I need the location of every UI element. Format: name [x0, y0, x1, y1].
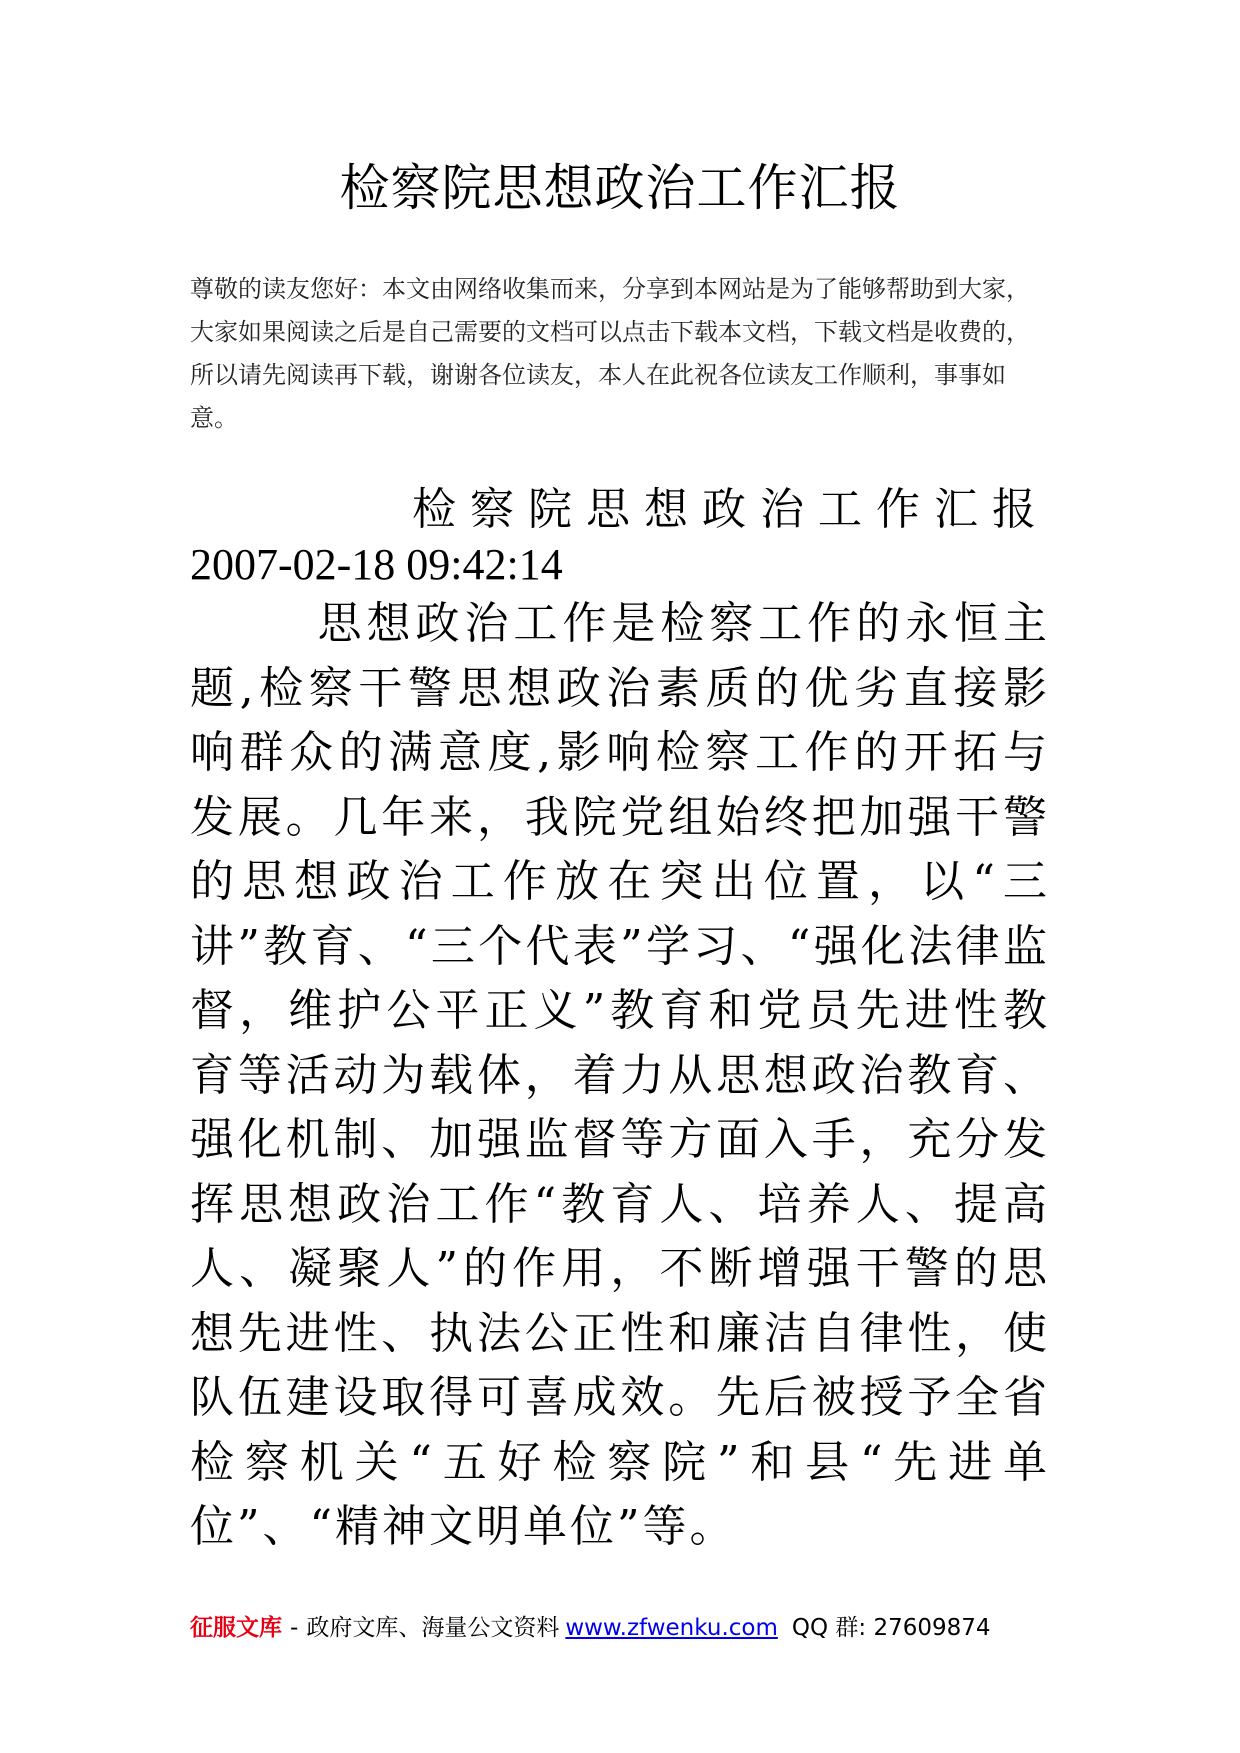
footer-website-link[interactable]: www.zfwenku.com — [565, 1615, 778, 1641]
footer-separator: - — [290, 1615, 299, 1641]
footer-description: 政府文库、海量公文资料 — [306, 1615, 560, 1641]
footer-qq-group: QQ 群: 27609874 — [791, 1615, 991, 1641]
footer-brand: 征服文库 — [190, 1615, 282, 1641]
article — [190, 482, 1050, 1560]
article-heading: 检察院思想政治工作汇报 — [412, 484, 1050, 535]
article-datetime: 2007-02-18 09:42:14 — [190, 540, 563, 589]
reader-notice: 尊敬的读友您好：本文由网络收集而来，分享到本网站是为了能够帮助到大家，大家如果阅读之后是自己需要的文档可以点击下载本文档，下载文档是收费的，所以请先阅读再下载，谢谢各位读友，本人在此祝各位读友工作顺利，事事如意。 — [190, 275, 1030, 432]
page-title: 检察院思想政治工作汇报 — [339, 159, 901, 217]
footer — [190, 1612, 1050, 1644]
article-body: 思想政治工作是检察工作的永恒主题,检察干警思想政治素质的优劣直接影响群众的满意度,影响检察工作的开拓与发展。几年来，我院党组始终把加强干警的思想政治工作放在突出位置，以“三讲”教育、“三个代表”学习、“强化法律监督，维护公平正义”教育和党员先进性教育等活动为载体，着力从思想政治教育、强化机制、加强监督等方面入手，充分发挥思想政治工作“教育人、培养人、提高人、凝聚人”的作用，不断增强干警的思想先进性、执法公正性和廉洁自律性，使队伍建设取得可喜成效。先后被授予全省检察机关“五好检察院”和县“先进单位”、“精神文明单位”等。 — [190, 598, 1050, 1552]
